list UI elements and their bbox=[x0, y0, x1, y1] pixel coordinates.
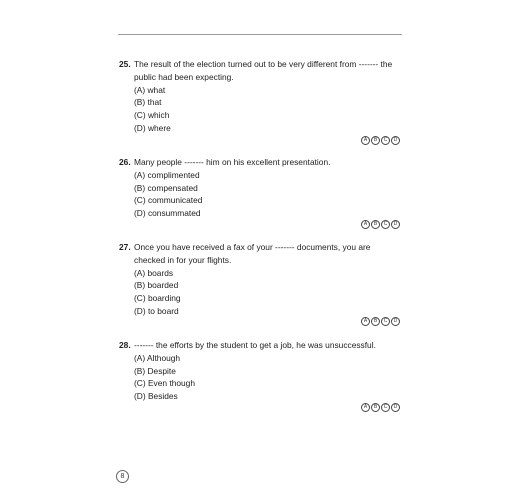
option-a[interactable]: (A) what bbox=[134, 84, 166, 95]
option-a[interactable]: (A) complimented bbox=[134, 169, 200, 180]
answer-bubble-d[interactable]: D bbox=[391, 317, 400, 326]
option-b[interactable]: (B) that bbox=[134, 97, 162, 108]
answer-bubble-a[interactable]: A bbox=[361, 136, 370, 145]
question-number: 28. bbox=[119, 340, 131, 350]
option-d[interactable]: (D) to board bbox=[134, 305, 179, 316]
option-d[interactable]: (D) Besides bbox=[134, 391, 178, 402]
option-d[interactable]: (D) where bbox=[134, 122, 171, 133]
question-text: Once you have received a fax of your ------- documents, you are checked in for your flights. bbox=[134, 242, 371, 265]
answer-bubble-d[interactable]: D bbox=[391, 136, 400, 145]
option-c[interactable]: (C) communicated bbox=[134, 195, 203, 206]
answer-bubble-d[interactable]: D bbox=[391, 220, 400, 229]
answer-bubble-a[interactable]: A bbox=[361, 317, 370, 326]
answer-bubble-b[interactable]: B bbox=[371, 317, 380, 326]
header-divider bbox=[118, 34, 402, 35]
answer-bubble-d[interactable]: D bbox=[391, 403, 400, 412]
question-text: Many people ------- him on his excellent presentation. bbox=[134, 157, 331, 167]
option-c[interactable]: (C) boarding bbox=[134, 293, 181, 304]
answer-bubble-c[interactable]: C bbox=[381, 220, 390, 229]
answer-bubble-a[interactable]: A bbox=[361, 220, 370, 229]
question-stem bbox=[119, 58, 402, 84]
question-stem bbox=[119, 156, 402, 169]
option-a[interactable]: (A) Although bbox=[134, 352, 181, 363]
answer-bubble-a[interactable]: A bbox=[361, 403, 370, 412]
answer-bubble-b[interactable]: B bbox=[371, 220, 380, 229]
question-28 bbox=[119, 339, 402, 410]
option-c[interactable]: (C) Even though bbox=[134, 378, 195, 389]
answer-bubble-c[interactable]: C bbox=[381, 317, 390, 326]
question-text: ------- the efforts by the student to get a job, he was unsuccessful. bbox=[134, 340, 376, 350]
option-b[interactable]: (B) compensated bbox=[134, 182, 198, 193]
question-number: 26. bbox=[119, 157, 131, 167]
option-a[interactable]: (A) boards bbox=[134, 267, 174, 278]
option-d[interactable]: (D) consummated bbox=[134, 208, 201, 219]
question-number: 25. bbox=[119, 59, 131, 69]
answer-bubble-c[interactable]: C bbox=[381, 136, 390, 145]
answer-bubble-b[interactable]: B bbox=[371, 403, 380, 412]
question-27 bbox=[119, 241, 402, 324]
answer-bubbles bbox=[361, 403, 400, 412]
question-26 bbox=[119, 156, 402, 227]
question-number: 27. bbox=[119, 242, 131, 252]
answer-bubbles bbox=[361, 220, 400, 229]
question-text: The result of the election turned out to be very different from ------- the public had been expecting. bbox=[134, 59, 393, 82]
answer-bubble-c[interactable]: C bbox=[381, 403, 390, 412]
answer-bubbles bbox=[361, 136, 400, 145]
option-c[interactable]: (C) which bbox=[134, 110, 170, 121]
question-stem bbox=[119, 339, 402, 352]
option-b[interactable]: (B) boarded bbox=[134, 280, 179, 291]
answer-bubble-b[interactable]: B bbox=[371, 136, 380, 145]
page-number: 8 bbox=[116, 470, 129, 483]
question-25 bbox=[119, 58, 402, 143]
option-b[interactable]: (B) Despite bbox=[134, 365, 176, 376]
question-stem bbox=[119, 241, 402, 267]
answer-bubbles bbox=[361, 317, 400, 326]
